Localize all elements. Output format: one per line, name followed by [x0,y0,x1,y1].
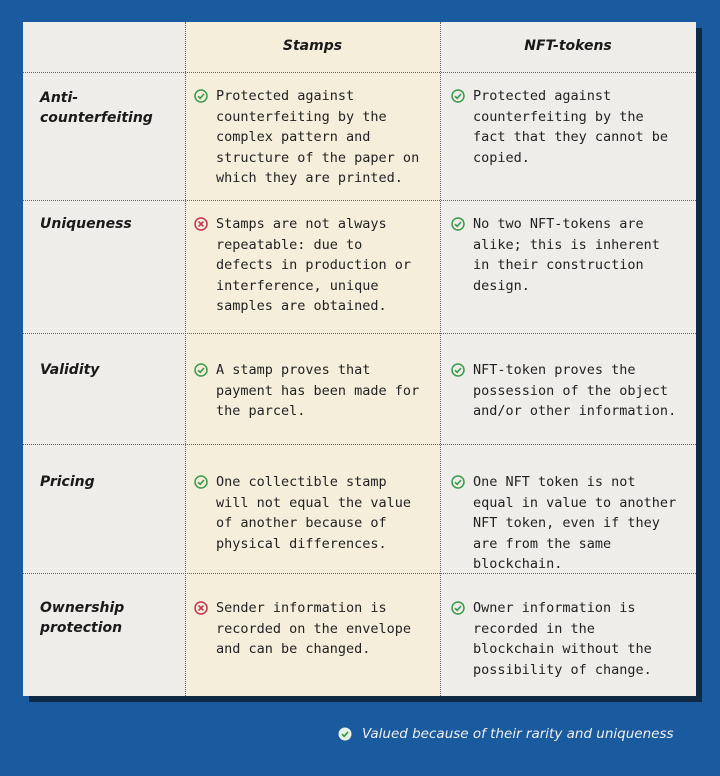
nft-cell-ownership-protection [451,598,683,680]
row-label-text: Anti- counterfeiting [40,90,153,126]
comparison-table [23,22,696,696]
row-label-validity [40,360,180,380]
check-icon [451,89,465,103]
nft-cell-anti-counterfeiting [451,86,683,168]
cell-text: A stamp proves that payment has been made for the parcel. [216,362,420,419]
cell-text: One collectible stamp will not equal the value of another because of physical differences. [216,474,412,552]
row-label-pricing [40,472,180,492]
row-label-text: Pricing [40,474,95,490]
check-icon [451,217,465,231]
row-label-text: Ownership protection [40,600,125,636]
row-label-anti-counterfeiting [40,88,180,128]
stamps-cell-ownership-protection [194,598,426,660]
stamps-cell-validity [194,360,426,422]
row-divider [23,72,696,73]
stamps-cell-pricing [194,472,426,554]
row-label-uniqueness [40,214,180,234]
cell-text: Protected against counterfeiting by the fact that they cannot be copied. [473,88,669,166]
nft-cell-validity [451,360,683,422]
cross-icon [194,217,208,231]
row-divider [23,333,696,334]
cell-text: Owner information is recorded in the blockchain without the possibility of change. [473,600,652,678]
row-divider [23,444,696,445]
row-label-text: Uniqueness [40,216,132,232]
nft-cell-uniqueness [451,214,683,296]
row-divider [23,200,696,201]
check-icon [194,363,208,377]
column-header-nft: NFT-tokens [524,38,612,54]
cell-text: Sender information is recorded on the envelope and can be changed. [216,600,412,657]
check-icon [338,727,352,741]
column-divider [185,22,186,696]
cell-text: NFT-token proves the possession of the object and/or other information. [473,362,677,419]
legend [338,726,674,742]
row-label-ownership-protection [40,598,180,638]
cell-text: No two NFT-tokens are alike; this is inherent in their construction design. [473,216,660,294]
column-header-stamps: Stamps [282,38,343,54]
stamps-cell-uniqueness [194,214,426,317]
row-label-text: Validity [40,362,100,378]
legend-text: Valued because of their rarity and uniqueness [362,726,674,742]
cell-text: Protected against counterfeiting by the complex pattern and structure of the paper on which they are printed. [216,88,420,186]
check-icon [194,475,208,489]
check-icon [194,89,208,103]
column-divider [440,22,441,696]
check-icon [451,475,465,489]
cell-text: Stamps are not always repeatable: due to defects in production or interference, unique samples are obtained. [216,216,412,314]
cross-icon [194,601,208,615]
nft-cell-pricing [451,472,683,575]
check-icon [451,601,465,615]
cell-text: One NFT token is not equal in value to another NFT token, even if they are from the same blockchain. [473,474,677,572]
check-icon [451,363,465,377]
stamps-cell-anti-counterfeiting [194,86,426,189]
